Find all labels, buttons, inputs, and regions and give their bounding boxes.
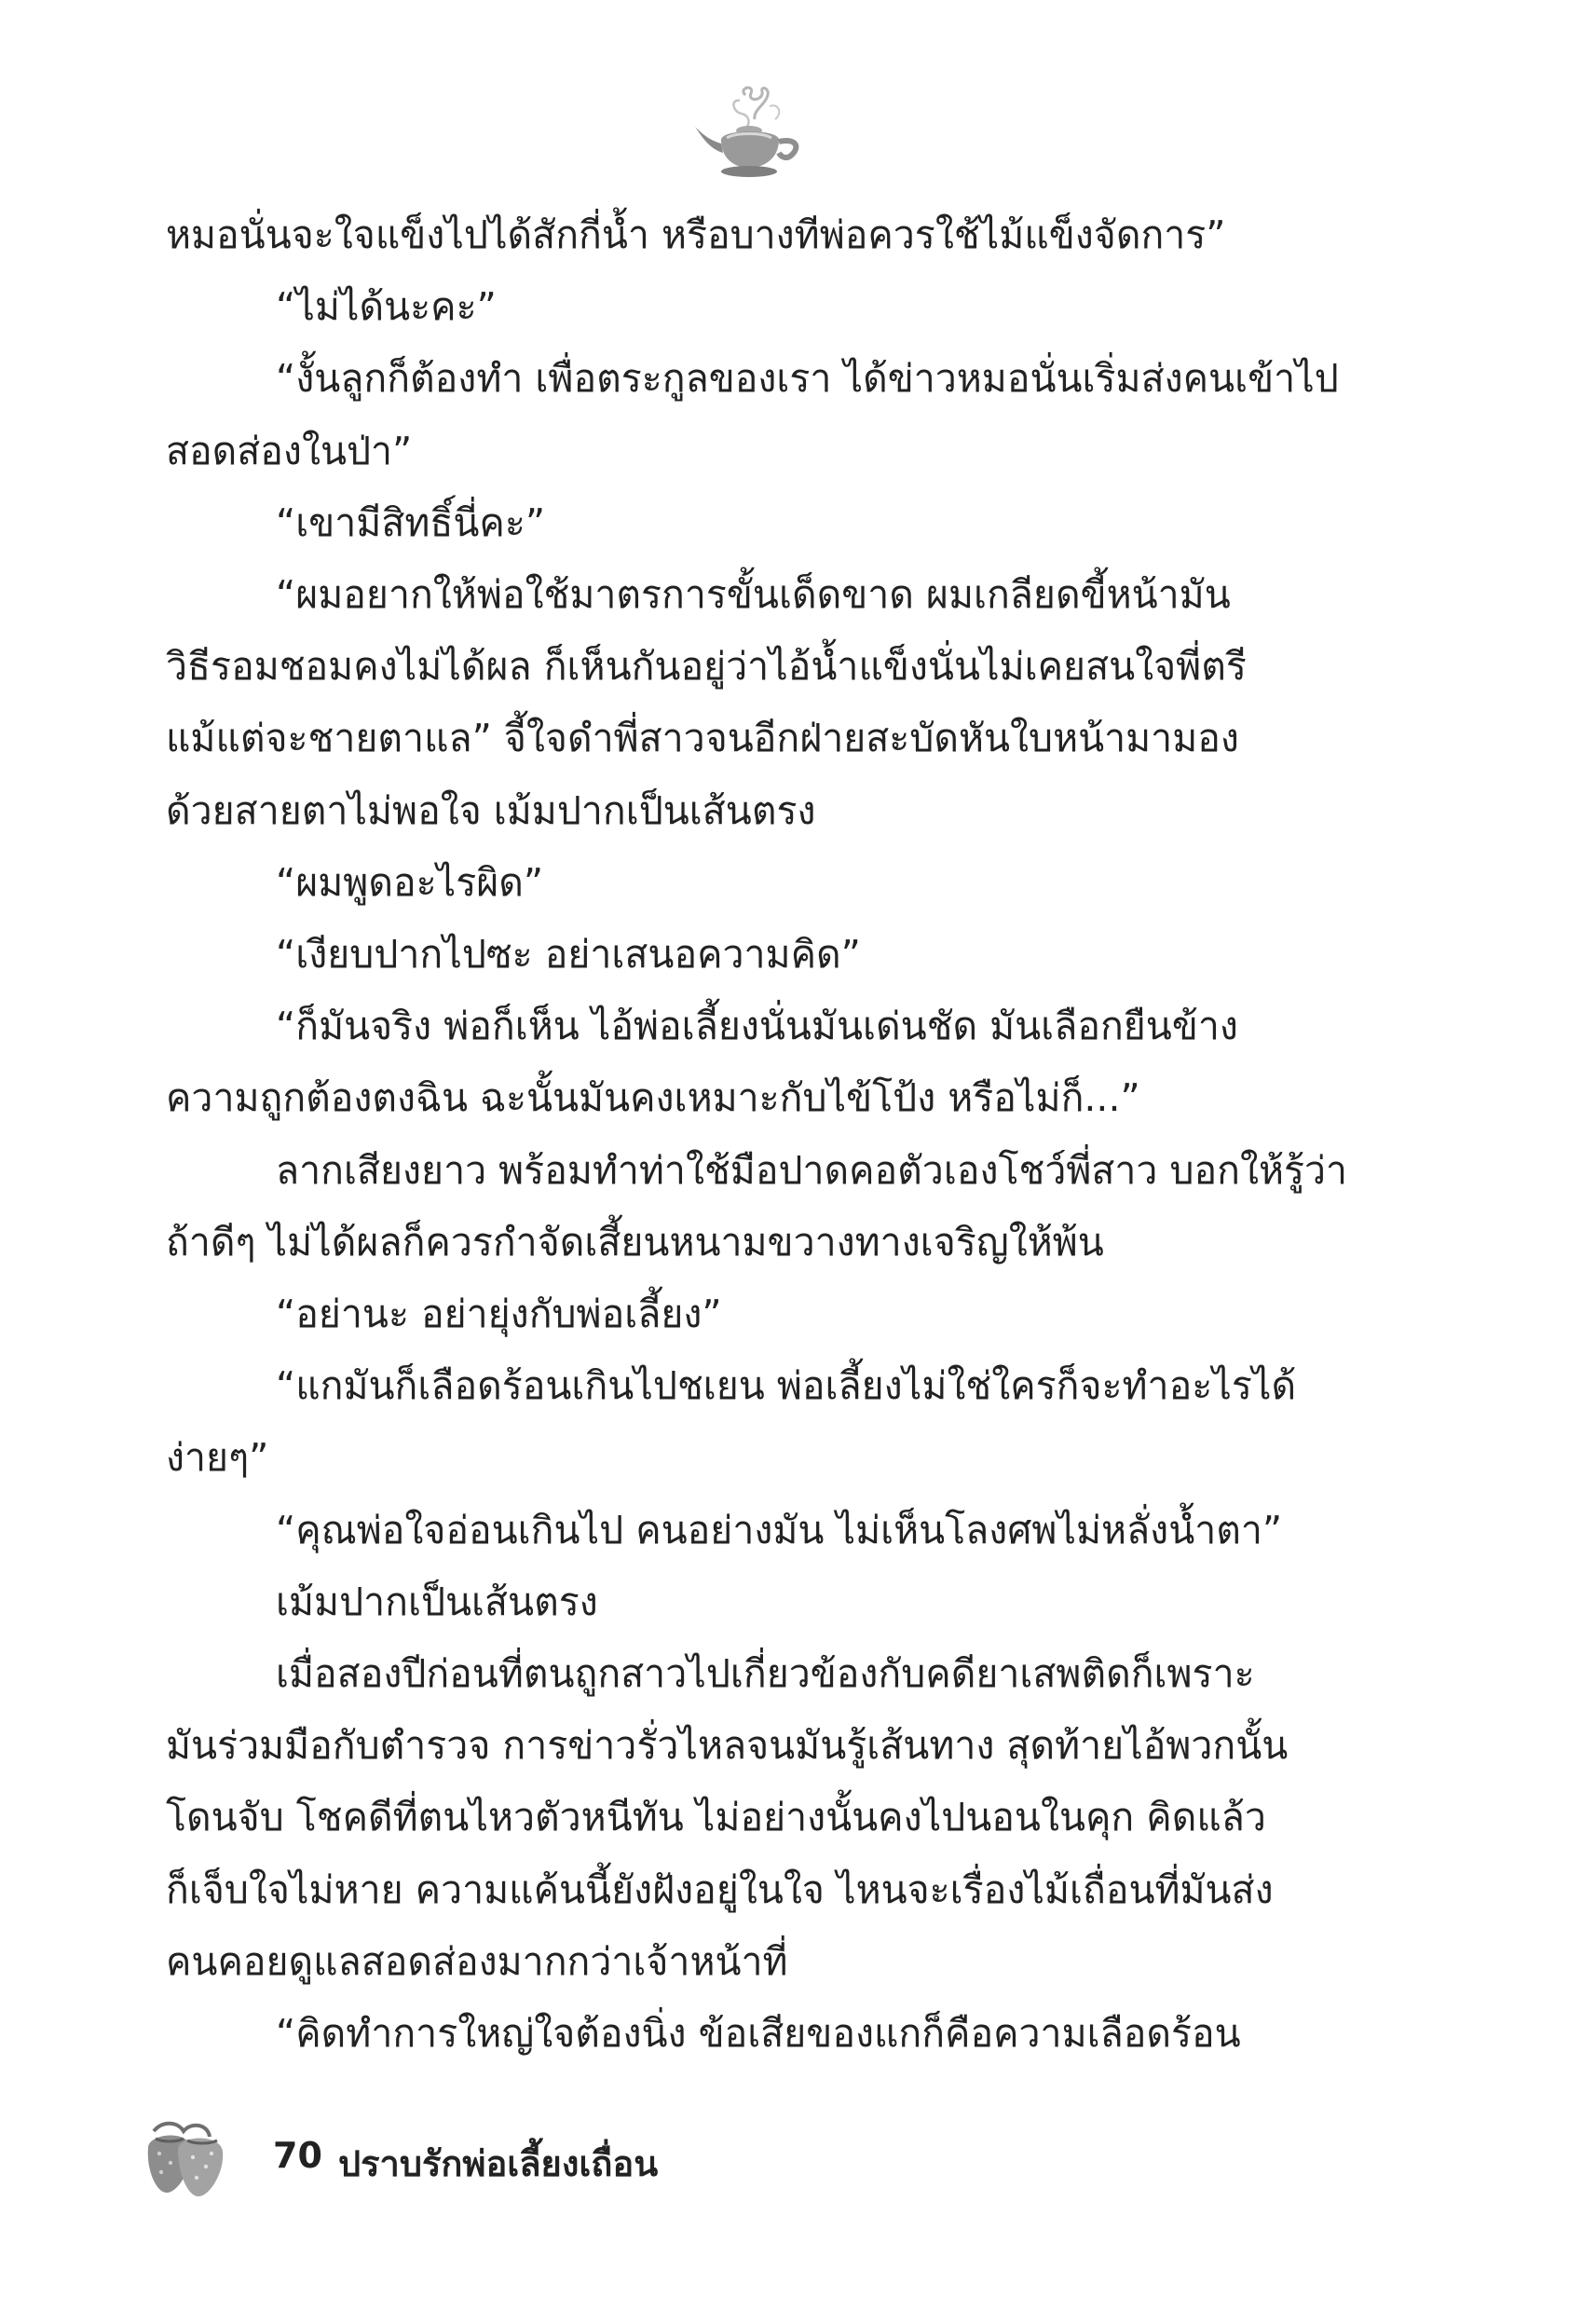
text-line: “ผมพูดอะไรผิด”	[276, 859, 544, 905]
text-line: “เขามีสิทธิ์นี่คะ”	[276, 499, 546, 545]
text-line: วิธีรอมชอมคงไม่ได้ผล ก็เห็นกันอยู่ว่าไอ้น้ำแข็งนั่นไม่เคยสนใจพี่ตรี	[166, 644, 1247, 690]
text-line: สอดส่องในป่า”	[166, 428, 413, 473]
text-line: ลากเสียงยาว พร้อมทำท่าใช้มือปาดคอตัวเองโชว์พี่สาว บอกให้รู้ว่า	[276, 1147, 1348, 1193]
text-line: เมื่อสองปีก่อนที่ตนถูกสาวไปเกี่ยวข้องกับคดียาเสพติดก็เพราะ	[276, 1651, 1255, 1697]
text-line: แม้แต่จะชายตาแล” จี้ใจดำพี่สาวจนอีกฝ่ายสะบัดหันใบหน้ามามอง	[166, 716, 1239, 761]
text-line: ความถูกต้องตงฉิน ฉะนั้นมันคงเหมาะกับไข้โป้ง หรือไม่ก็...”	[166, 1075, 1140, 1121]
text-line: ก็เจ็บใจไม่หาย ความแค้นนี้ยังฝังอยู่ในใจ ไหนจะเรื่องไม้เถื่อนที่มันส่ง	[166, 1867, 1274, 1912]
text-line: “คุณพ่อใจอ่อนเกินไป คนอย่างมัน ไม่เห็นโลงศพไม่หลั่งน้ำตา”	[276, 1507, 1283, 1552]
text-line: “เงียบปากไปซะ อย่าเสนอความคิด”	[276, 932, 861, 978]
text-line: “อย่านะ อย่ายุ่งกับพ่อเลี้ยง”	[276, 1292, 722, 1337]
teapot-lamp-illustration-icon	[689, 82, 811, 185]
text-line: เม้มปากเป็นเส้นตรง	[276, 1579, 598, 1624]
page-number: 70	[273, 2135, 322, 2176]
book-title: ปราบรักพ่อเลี้ยงเถื่อน	[338, 2143, 659, 2184]
text-line: “แกมันก็เลือดร้อนเกินไปชเยน พ่อเลี้ยงไม่ใช่ใครก็จะทำอะไรได้	[276, 1363, 1297, 1409]
strawberry-illustration-icon	[135, 2111, 238, 2204]
text-line: “ผมอยากให้พ่อใช้มาตรการขั้นเด็ดขาด ผมเกลียดขี้หน้ามัน	[276, 572, 1231, 618]
page-footer	[135, 2111, 787, 2213]
text-line: ด้วยสายตาไม่พอใจ เม้มปากเป็นเส้นตรง	[166, 787, 816, 833]
text-line: “งั้นลูกก็ต้องทำ เพื่อตระกูลของเรา ได้ข่าวหมอนั่นเริ่มส่งคนเข้าไป	[276, 356, 1339, 402]
text-line: มันร่วมมือกับตำรวจ การข่าวรั่วไหลจนมันรู้เส้นทาง สุดท้ายไอ้พวกนั้น	[166, 1723, 1289, 1769]
text-line: ง่ายๆ”	[166, 1435, 269, 1481]
text-line: “ก็มันจริง พ่อก็เห็น ไอ้พ่อเลี้ยงนั่นมันเด่นชัด มันเลือกยืนข้าง	[276, 1004, 1238, 1049]
text-line: “ไม่ได้นะคะ”	[276, 284, 497, 330]
text-line: “คิดทำการใหญ่ใจต้องนิ่ง ข้อเสียของแกก็คือความเลือดร้อน	[276, 2011, 1241, 2057]
text-line: คนคอยดูแลสอดส่องมากกว่าเจ้าหน้าที่	[166, 1938, 788, 1984]
text-line: หมอนั่นจะใจแข็งไปได้สักกี่น้ำ หรือบางทีพ่อควรใช้ไม้แข็งจัดการ”	[166, 212, 1226, 257]
text-line: โดนจับ โชคดีที่ตนไหวตัวหนีทัน ไม่อย่างนั้นคงไปนอนในคุก คิดแล้ว	[166, 1795, 1266, 1840]
body-text	[166, 199, 1349, 2070]
text-line: ถ้าดีๆ ไม่ได้ผลก็ควรกำจัดเสี้ยนหนามขวางทางเจริญให้พ้น	[166, 1219, 1104, 1265]
